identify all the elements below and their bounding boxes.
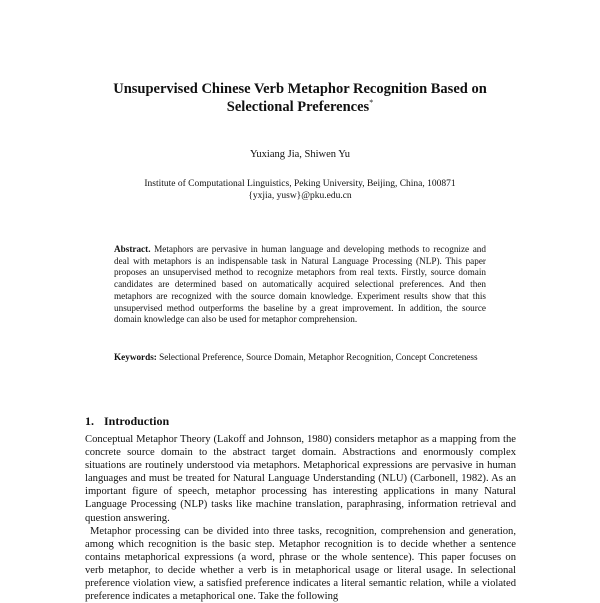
authors: Yuxiang Jia, Shiwen Yu bbox=[250, 149, 350, 160]
abstract-label: Abstract. bbox=[114, 244, 151, 254]
keywords-text: Selectional Preference, Source Domain, Metaphor Recognition, Concept Concreteness bbox=[159, 352, 478, 362]
paragraph-2: Metaphor processing can be divided into three tasks, recognition, comprehension and generation, among which recognition is the basic step. Metaphor recognition is to decide whether a sentence contains metaphorical expressions (a word, phrase or the whole sentence). This paper focuses on verb metaphor, to decide whether a verb is in metaphorical usage or literal usage. In selectional preference violation view, a satisfied preference indicates a literal semantic relation, while a violated preference indicates a metaphorical one. Take the following bbox=[85, 525, 516, 603]
paragraph-1: Conceptual Metaphor Theory (Lakoff and Johnson, 1980) considers metaphor as a mapping from the concrete source domain to the abstract target domain. Abstractions and enormously complex situations are routinely understood via metaphors. Metaphorical expressions are pervasive in human languages and must be treated for Natural Language Understanding (NLU) (Carbonell, 1982). As an important figure of speech, metaphor processing has interesting applications in many Natural Language Processing (NLP) tasks like machine translation, paraphrasing, information retrieval and question answering. bbox=[85, 434, 516, 524]
title-line-2: Selectional Preferences bbox=[226, 99, 370, 115]
keywords-label: Keywords: bbox=[114, 352, 157, 362]
abstract-text: Metaphors are pervasive in human language and developing methods to recognize and deal with metaphors is an indispensable task in Natural Language Processing (NLP). This paper proposes an unsupervised method to recognize metaphors from real texts. Firstly, source domain candidates are determined based on automatically acquired selectional preferences. And then metaphors are recognized with the source domain knowledge. Experiment results show that this unsupervised method outperforms the baseline by a great improvement. In addition, the source domain knowledge can also be used for metaphor comprehension. bbox=[114, 244, 486, 325]
body-text bbox=[85, 433, 516, 603]
section-number: 1. bbox=[85, 414, 94, 428]
abstract bbox=[114, 244, 486, 326]
keywords bbox=[114, 352, 486, 364]
affiliation-block bbox=[0, 178, 600, 202]
affiliation: Institute of Computational Linguistics, Peking University, Beijing, China, 100871 bbox=[144, 179, 456, 189]
section-heading bbox=[85, 414, 169, 429]
section-title: Introduction bbox=[104, 414, 170, 428]
paper-title bbox=[60, 80, 540, 116]
email: {yxjia, yusw}@pku.edu.cn bbox=[248, 191, 352, 201]
title-footnote-mark: * bbox=[369, 98, 374, 107]
title-line-1: Unsupervised Chinese Verb Metaphor Recognition Based on bbox=[113, 81, 487, 97]
